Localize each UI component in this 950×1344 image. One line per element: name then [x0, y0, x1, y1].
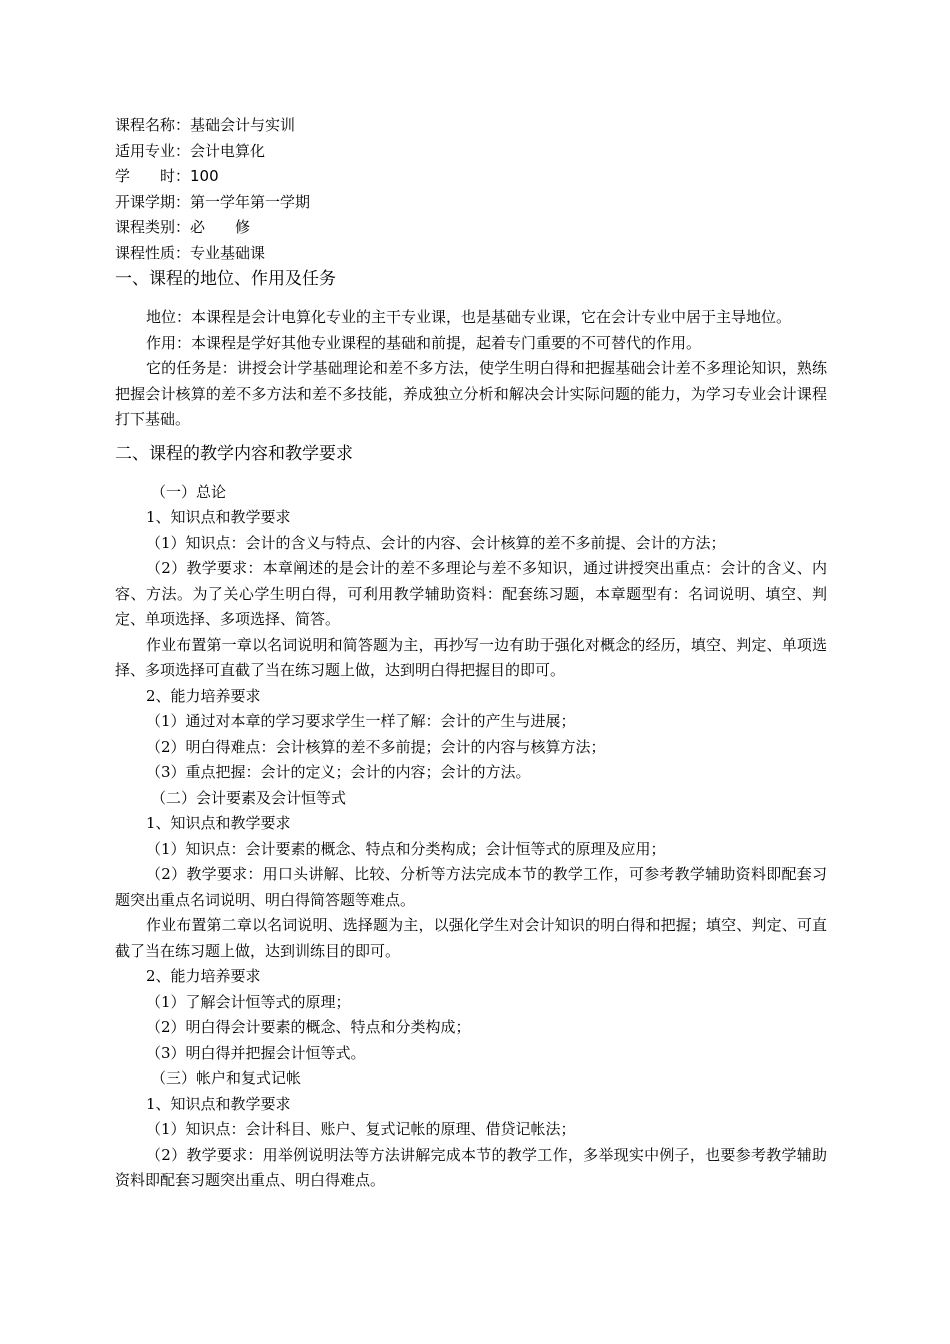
- applicable-major: 适用专业：会计电算化: [115, 141, 266, 160]
- knowledge-points: （1）知识点：会计的含义与特点、会计的内容、会计核算的差不多前提、会计的方法；: [146, 533, 726, 552]
- course-nature: 课程性质：专业基础课: [115, 243, 266, 262]
- homework-arrangement: 作业布置第一章以名词说明和简答题为主，再抄写一边有助于强化对概念的经历，填空、判定、单项选择、多项选择可直截了当在练习题上做，达到明白得把握目的即可。: [115, 635, 827, 679]
- teaching-requirements: （2）教学要求：用举例说明法等方法讲解完成本节的教学工作，多举现实中例子，也要参考教学辅助资料即配套习题突出重点、明白得难点。: [115, 1145, 827, 1189]
- paragraph-task: 它的任务是：讲授会计学基础理论和差不多方法，使学生明白得和把握基础会计差不多理论知识，熟练把握会计核算的差不多方法和差不多技能，养成独立分析和解决会计实际问题的能力，为学习专业会计课程打下基础。: [115, 359, 827, 428]
- list-item: （1）了解会计恒等式的原理；: [146, 992, 351, 1011]
- course-category: 课程类别：必 修: [115, 218, 251, 236]
- subsection-heading: 1、知识点和教学要求: [146, 508, 291, 526]
- subsection-heading: 2、能力培养要求: [146, 686, 261, 705]
- section-1-body: [115, 305, 827, 433]
- list-item: （3）重点把握：会计的定义；会计的内容；会计的方法。: [146, 763, 531, 781]
- teaching-requirements: （2）教学要求：用口头讲解、比较、分析等方法完成本节的教学工作，可参考教学辅助资料即配套习题突出重点名词说明、明白得简答题等难点。: [115, 865, 827, 909]
- section-1-title: 一、课程的地位、作用及任务: [115, 269, 336, 289]
- unit-heading: （三）帐户和复式记帐: [151, 1069, 302, 1087]
- semester: 开课学期：第一学年第一学期: [115, 192, 311, 211]
- class-hours: 学 时：100: [115, 167, 219, 185]
- subsection-heading: 1、知识点和教学要求: [146, 814, 291, 832]
- list-item: （3）明白得并把握会计恒等式。: [146, 1043, 366, 1062]
- subsection-heading: 1、知识点和教学要求: [146, 1094, 291, 1113]
- list-item: （2）明白得难点：会计核算的差不多前提；会计的内容与核算方法；: [146, 737, 606, 756]
- unit-2: [115, 786, 827, 1067]
- teaching-requirements: （2）教学要求：本章阐述的是会计的差不多理论与差不多知识，通过讲授突出重点：会计的含义、内容、方法。为了关心学生明白得，可利用教学辅助资料：配套练习题，本章题型有：名词说明、填空、判定、单项选择、多项选择、简答。: [115, 559, 827, 628]
- paragraph-position: 地位：本课程是会计电算化专业的主干专业课，也是基础专业课，它在会计专业中居于主导地位。: [146, 308, 792, 326]
- list-item: （1）通过对本章的学习要求学生一样了解：会计的产生与进展；: [146, 712, 576, 730]
- knowledge-points: （1）知识点：会计科目、账户、复式记帐的原理、借贷记帐法；: [146, 1120, 576, 1138]
- unit-3: [115, 1066, 827, 1194]
- subsection-heading: 2、能力培养要求: [146, 967, 261, 985]
- homework-arrangement: 作业布置第二章以名词说明、选择题为主，以强化学生对会计知识的明白得和把握；填空、判定、可直截了当在练习题上做，达到训练目的即可。: [115, 916, 827, 960]
- course-name: 课程名称：基础会计与实训: [115, 116, 296, 134]
- unit-1: [115, 480, 827, 786]
- unit-heading: （一）总论: [151, 482, 227, 501]
- knowledge-points: （1）知识点：会计要素的概念、特点和分类构成；会计恒等式的原理及应用；: [146, 839, 666, 858]
- document-page: [115, 113, 827, 1194]
- section-2-title: 二、课程的教学内容和教学要求: [115, 443, 353, 464]
- list-item: （2）明白得会计要素的概念、特点和分类构成；: [146, 1018, 471, 1036]
- unit-heading: （二）会计要素及会计恒等式: [151, 788, 347, 807]
- paragraph-role: 作用：本课程是学好其他专业课程的基础和前提，起着专门重要的不可替代的作用。: [146, 333, 702, 352]
- course-info: [115, 113, 827, 266]
